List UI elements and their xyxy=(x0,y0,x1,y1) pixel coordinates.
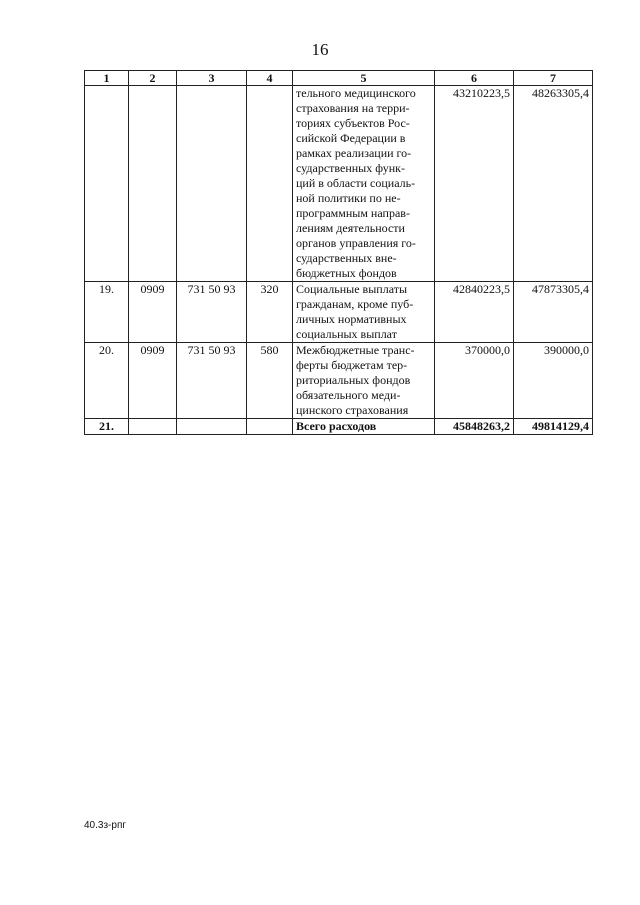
section-code xyxy=(129,86,177,282)
column-header: 3 xyxy=(177,71,247,86)
section-code: 0909 xyxy=(129,282,177,343)
amount-col7: 390000,0 xyxy=(514,343,593,419)
column-header: 1 xyxy=(85,71,129,86)
table-row xyxy=(85,343,593,419)
total-label: Всего расходов xyxy=(293,419,435,435)
table-row xyxy=(85,282,593,343)
row-description: тельного медицинского страхования на терри- ториях субъектов Рос- сийской Федерации в рамках реализации го- сударственных функ- ций в области социаль- ной политики по не- программным направ- лениям деятельности органов управления го- сударственных вне- бюджетных фондов xyxy=(293,86,435,282)
section-code-empty xyxy=(129,419,177,435)
row-number: 20. xyxy=(85,343,129,419)
row-description: Межбюджетные транс- ферты бюджетам тер- риториальных фондов обязательного меди- цинского страхования xyxy=(293,343,435,419)
total-col6: 45848263,2 xyxy=(435,419,514,435)
column-header: 7 xyxy=(514,71,593,86)
document-code: 40.3з-рпг xyxy=(84,820,127,831)
expense-type xyxy=(247,86,293,282)
table-row xyxy=(85,86,593,282)
target-code: 731 50 93 xyxy=(177,343,247,419)
row-number xyxy=(85,86,129,282)
row-number: 19. xyxy=(85,282,129,343)
column-header: 5 xyxy=(293,71,435,86)
total-row xyxy=(85,419,593,435)
expense-type: 580 xyxy=(247,343,293,419)
expense-type: 320 xyxy=(247,282,293,343)
total-col7: 49814129,4 xyxy=(514,419,593,435)
amount-col7: 47873305,4 xyxy=(514,282,593,343)
amount-col6: 42840223,5 xyxy=(435,282,514,343)
amount-col6: 370000,0 xyxy=(435,343,514,419)
target-code: 731 50 93 xyxy=(177,282,247,343)
budget-table xyxy=(84,70,593,435)
expense-type-empty xyxy=(247,419,293,435)
amount-col6: 43210223,5 xyxy=(435,86,514,282)
page-number: 16 xyxy=(311,40,329,59)
target-code-empty xyxy=(177,419,247,435)
amount-col7: 48263305,4 xyxy=(514,86,593,282)
column-header: 4 xyxy=(247,71,293,86)
row-description: Социальные выплаты гражданам, кроме пуб- личных нормативных социальных выплат xyxy=(293,282,435,343)
header-row xyxy=(85,71,593,86)
column-header: 2 xyxy=(129,71,177,86)
target-code xyxy=(177,86,247,282)
row-number: 21. xyxy=(85,419,129,435)
column-header: 6 xyxy=(435,71,514,86)
section-code: 0909 xyxy=(129,343,177,419)
